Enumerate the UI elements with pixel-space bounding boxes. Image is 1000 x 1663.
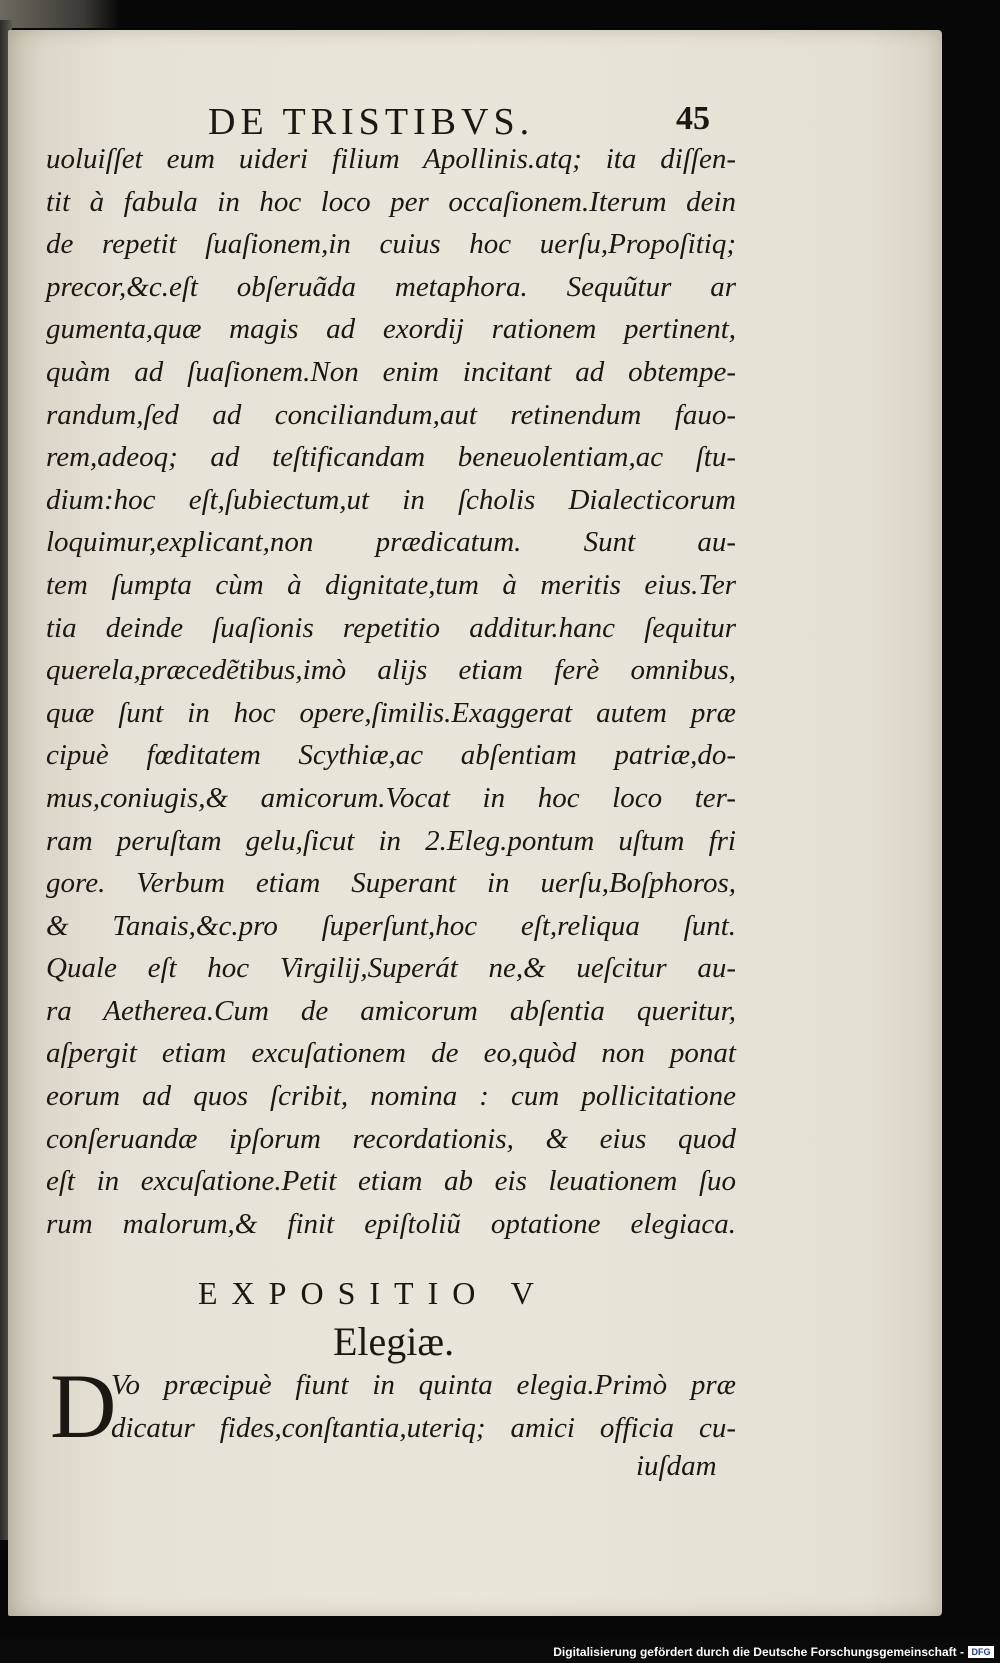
text-line: dicatur fides,conſtantia,uteriq; amici officia cu- <box>111 1411 736 1444</box>
text-line: loquimur,explicant,non prædicatum. Sunt au- <box>46 526 736 559</box>
text-line: aſpergit etiam excuſationem de eo,quòd non ponat <box>46 1037 736 1070</box>
text-line: quàm ad ſuaſionem.Non enim incitant ad obtempe- <box>46 355 736 388</box>
text-line: mus,coniugis,& amicorum.Vocat in hoc loco ter- <box>46 781 736 814</box>
text-line: precor,&c.eſt obſeruãda metaphora. Sequũtur ar <box>46 270 736 303</box>
text-line: dium:hoc eſt,ſubiectum,ut in ſcholis Dialecticorum <box>46 483 736 516</box>
digitization-credit: Digitalisierung gefördert durch die Deutsche Forschungsgemeinschaft - <box>553 1645 964 1659</box>
footer-bar <box>0 1639 1000 1663</box>
text-line: Quale eſt hoc Virgilij,Superát ne,& ueſcitur au- <box>46 952 736 985</box>
text-line: tia deinde ſuaſionis repetitio additur.hanc ſequitur <box>46 611 736 644</box>
text-line: rum malorum,& finit epiſtoliũ optatione elegiaca. <box>46 1207 736 1240</box>
text-line: eorum ad quos ſcribit, nomina : cum pollicitatione <box>46 1080 736 1113</box>
text-line: querela,præcedẽtibus,imò alijs etiam ferè omnibus, <box>46 654 736 687</box>
text-line: quæ ſunt in hoc opere,ſimilis.Exaggerat autem præ <box>46 696 736 729</box>
running-head: DE TRISTIBVS. <box>208 101 535 143</box>
text-line: conſeruandæ ipſorum recordationis, & eius quod <box>46 1122 736 1155</box>
text-line: ra Aetherea.Cum de amicorum abſentia queritur, <box>46 994 736 1027</box>
section-subheading: Elegiæ. <box>333 1319 455 1364</box>
body-text <box>46 138 736 1245</box>
book-page <box>8 30 942 1616</box>
text-line: ram peruſtam gelu,ſicut in 2.Eleg.pontum uſtum fri <box>46 824 736 857</box>
text-line: Vo præcipuè fiunt in quinta elegia.Primò præ <box>111 1369 736 1401</box>
text-line: eſt in excuſatione.Petit etiam ab eis leuationem ſuo <box>46 1165 736 1198</box>
text-line: rem,adeoq; ad teſtificandam beneuolentiam,ac ſtu- <box>46 441 736 474</box>
text-line: uoluiſſet eum uideri filium Apollinis.atq; ita diſſen- <box>46 143 736 175</box>
section-heading: EXPOSITIO V <box>198 1275 548 1311</box>
text-line: tit à fabula in hoc loco per occaſionem.Iterum dein <box>46 185 736 218</box>
text-line: cipuè fœditatem Scythiæ,ac abſentiam patriæ,do- <box>46 739 736 772</box>
catchword: iuſdam <box>636 1450 717 1482</box>
opening-paragraph <box>111 1364 736 1449</box>
text-line: gumenta,quæ magis ad exordij rationem pertinent, <box>46 313 736 346</box>
text-line: randum,ſed ad conciliandum,aut retinendum fauo- <box>46 398 736 431</box>
page-number: 45 <box>676 100 710 137</box>
text-line: & Tanais,&c.pro ſuperſunt,hoc eſt,reliqua ſunt. <box>46 909 736 942</box>
book-top-edge <box>0 0 120 28</box>
text-line: de repetit ſuaſionem,in cuius hoc uerſu,Propoſitiq; <box>46 228 736 261</box>
text-line: gore. Verbum etiam Superant in uerſu,Boſphoros, <box>46 867 736 900</box>
text-line: tem ſumpta cùm à dignitate,tum à meritis eius.Ter <box>46 568 736 601</box>
drop-initial: D <box>50 1355 117 1457</box>
dfg-logo: DFG <box>968 1646 994 1658</box>
